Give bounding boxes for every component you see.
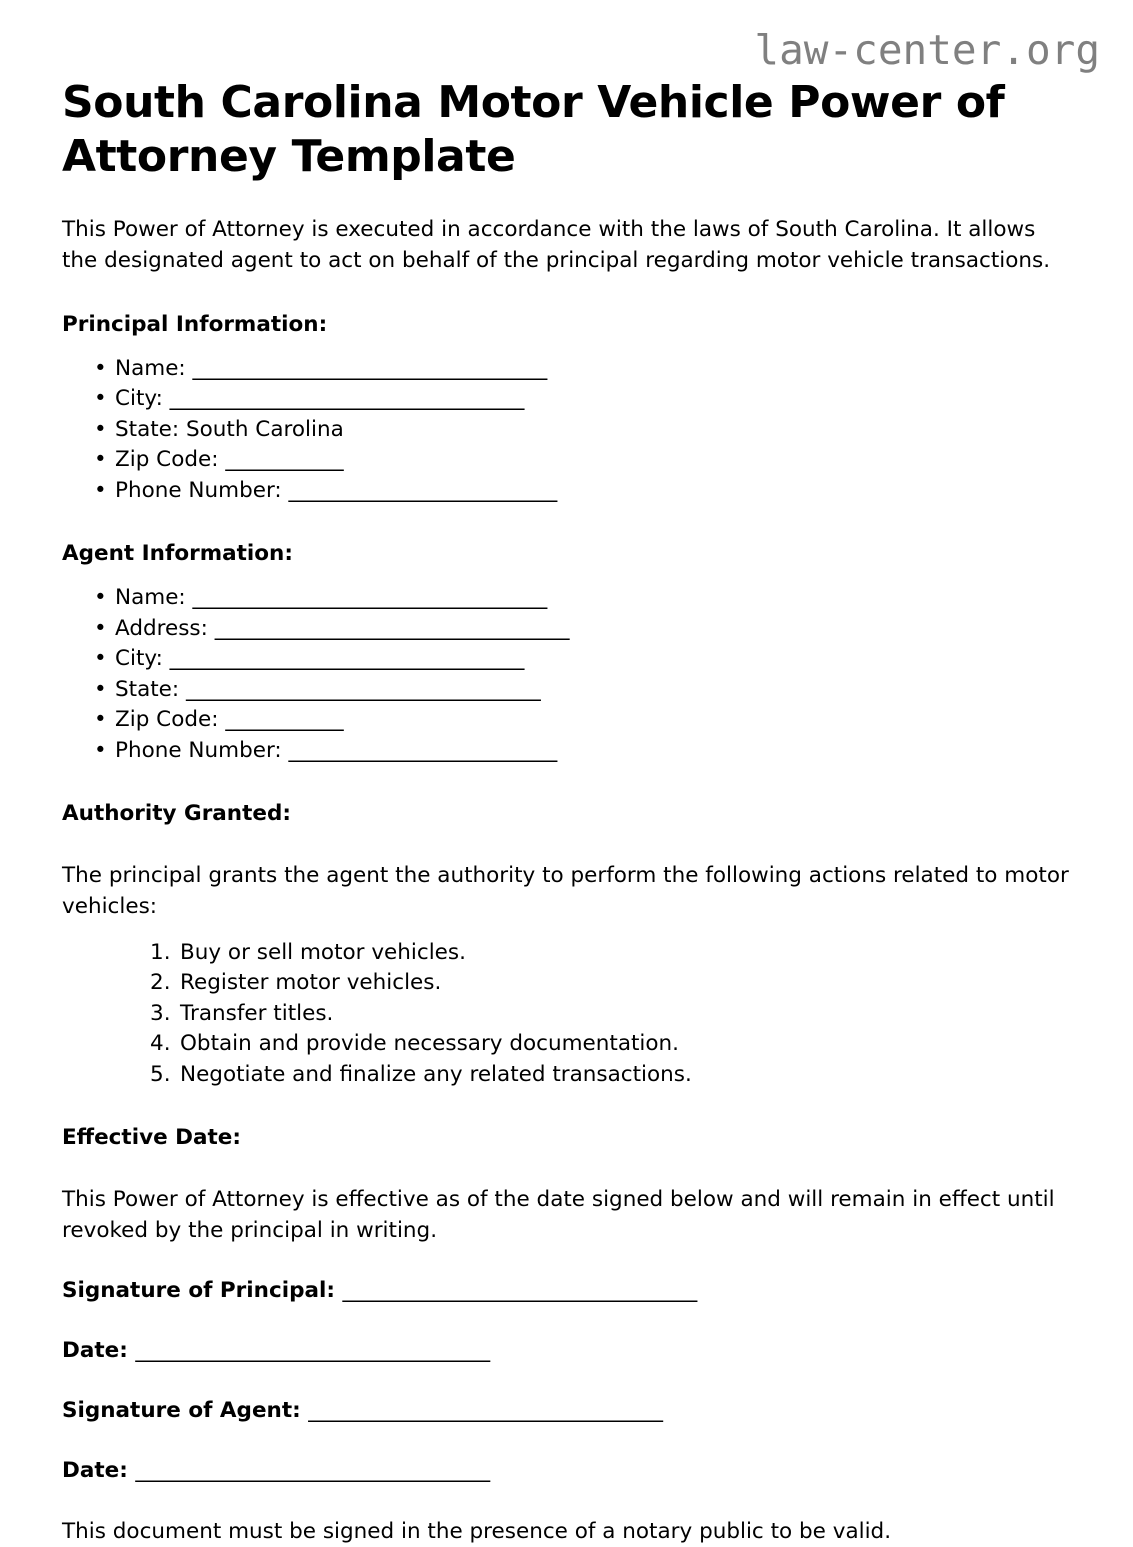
list-item	[115, 675, 1071, 706]
date-label-principal: Date:	[62, 1337, 128, 1363]
field-label: City:	[115, 646, 163, 672]
agent-field-list	[62, 583, 1071, 766]
site-watermark: law-center.org	[754, 26, 1100, 74]
field-label: State:	[115, 676, 180, 702]
signature-row-principal	[62, 1276, 1071, 1306]
list-item	[115, 736, 1071, 767]
list-item	[115, 354, 1071, 385]
list-item	[115, 415, 1071, 446]
field-blank[interactable]: _________________________________	[214, 615, 570, 641]
field-label: Phone Number:	[115, 477, 282, 503]
field-blank[interactable]: _________________________________	[192, 585, 548, 611]
field-blank[interactable]: ___________	[225, 447, 344, 473]
notary-note: This document must be signed in the presence of a notary public to be valid.	[62, 1519, 892, 1545]
section-heading-principal-information: Principal Information:	[62, 311, 328, 337]
field-blank[interactable]: _________________________	[288, 737, 558, 763]
field-label: Zip Code:	[115, 707, 219, 733]
date-blank-principal[interactable]: _________________________________	[135, 1337, 491, 1363]
field-label: Name:	[115, 355, 186, 381]
list-item: Buy or sell motor vehicles.	[180, 939, 466, 965]
field-blank[interactable]: _________________________________	[169, 646, 525, 672]
list-item	[115, 445, 1071, 476]
list-item	[115, 614, 1071, 645]
field-label: Zip Code:	[115, 447, 219, 473]
section-heading-authority-granted: Authority Granted:	[62, 801, 291, 827]
field-blank[interactable]: ___________	[225, 707, 344, 733]
list-item	[115, 476, 1071, 507]
field-label: State: South Carolina	[115, 416, 344, 442]
field-label: Address:	[115, 615, 208, 641]
signature-row-principal-date	[62, 1336, 1071, 1366]
date-blank-agent[interactable]: _________________________________	[135, 1458, 491, 1484]
field-label: Name:	[115, 585, 186, 611]
authority-intro-paragraph: The principal grants the agent the authority to perform the following actions related to motor vehicles:	[62, 862, 1069, 919]
field-label: City:	[115, 386, 163, 412]
field-label: Phone Number:	[115, 737, 282, 763]
signature-blank-principal[interactable]: _________________________________	[342, 1277, 698, 1303]
field-blank[interactable]: _________________________	[288, 477, 558, 503]
intro-paragraph: This Power of Attorney is executed in accordance with the laws of South Carolina. It allows the designated agent to act on behalf of the principal regarding motor vehicle transactions.	[62, 217, 1051, 274]
date-label-agent: Date:	[62, 1458, 128, 1484]
list-item: Register motor vehicles.	[180, 970, 442, 996]
page-title: South Carolina Motor Vehicle Power of Attorney Template	[62, 77, 1005, 183]
section-heading-agent-information: Agent Information:	[62, 541, 293, 567]
signature-row-agent-date	[62, 1456, 1071, 1486]
list-item: Transfer titles.	[180, 1000, 334, 1026]
field-blank[interactable]: _________________________________	[192, 355, 548, 381]
list-item: Obtain and provide necessary documentation.	[180, 1031, 680, 1057]
list-item	[115, 644, 1071, 675]
list-item: Negotiate and finalize any related transactions.	[180, 1061, 692, 1087]
authority-action-list	[62, 938, 1071, 1091]
list-item	[115, 705, 1071, 736]
section-heading-effective-date: Effective Date:	[62, 1125, 241, 1151]
signature-blank-agent[interactable]: _________________________________	[308, 1398, 663, 1424]
field-blank[interactable]: _________________________________	[169, 386, 525, 412]
signature-label-agent: Signature of Agent:	[62, 1398, 301, 1424]
signature-label-principal: Signature of Principal:	[62, 1277, 335, 1303]
list-item	[115, 583, 1071, 614]
field-blank[interactable]: _________________________________	[186, 676, 541, 702]
list-item	[115, 384, 1071, 415]
principal-field-list	[62, 354, 1071, 507]
signature-row-agent	[62, 1396, 1071, 1426]
effective-date-paragraph: This Power of Attorney is effective as of the date signed below and will remain in effect until revoked by the principal in writing.	[62, 1186, 1055, 1243]
